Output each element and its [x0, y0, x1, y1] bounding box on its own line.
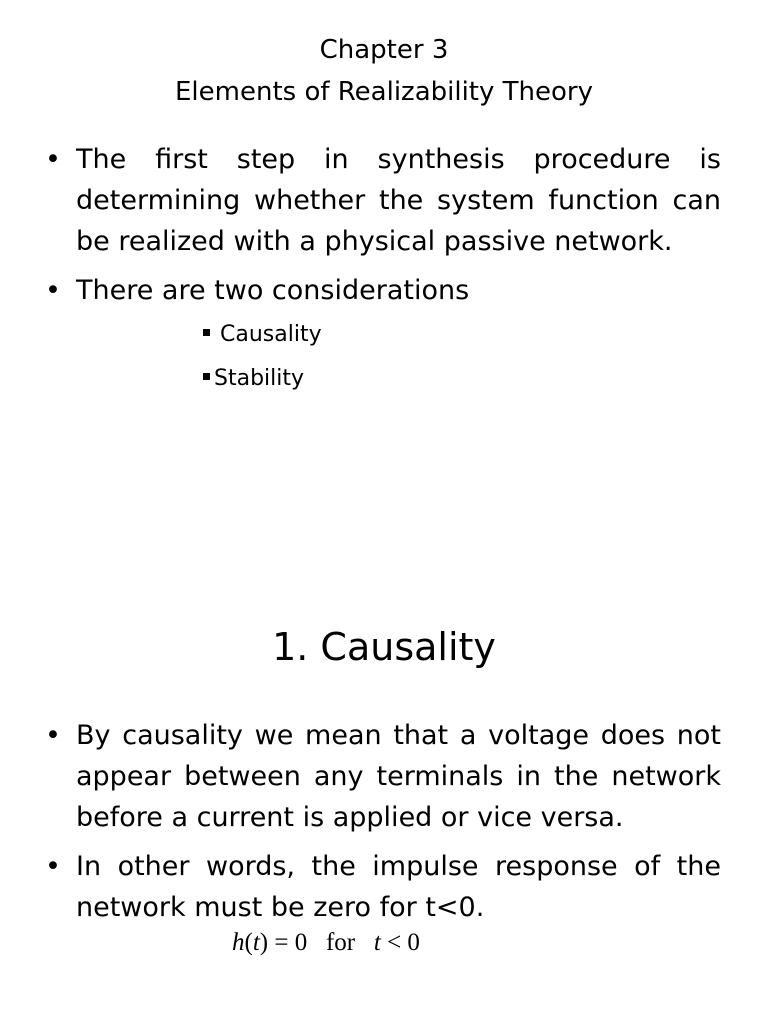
section-title: 1. Causality: [272, 625, 496, 669]
bullet-synthesis-step: [45, 139, 721, 262]
bullet-impulse-response: [45, 846, 721, 928]
bullet-marker: •: [45, 144, 61, 175]
bullet-considerations: [45, 270, 721, 311]
chapter-subtitle: Elements of Realizability Theory: [175, 77, 593, 107]
formula-variable: t: [373, 929, 381, 956]
square-bullet-icon: [203, 329, 210, 336]
bullet-marker: •: [45, 851, 61, 882]
chapter-title: Chapter 3: [319, 35, 449, 65]
causality-formula: [232, 928, 420, 958]
bullet-text: In other words, the impulse response of the network must be zero for t<0.: [76, 851, 721, 923]
formula-for-word: for: [325, 929, 356, 956]
formula-equals-zero: = 0: [268, 929, 326, 956]
bullet-causality-definition: [45, 715, 721, 838]
bullet-text: The first step in synthesis procedure is determining whether the system function can be realized with a physical passive network.: [76, 144, 721, 257]
sub-bullet-causality: [203, 321, 322, 349]
square-bullet-icon: [203, 373, 210, 380]
bullet-text: By causality we mean that a voltage does not appear between any terminals in the network before a current is applied or vice versa.: [76, 720, 721, 833]
formula-paren: (: [244, 929, 253, 956]
sub-bullet-stability: [203, 365, 304, 393]
sub-bullet-text: Causality: [220, 322, 322, 347]
formula-less-than-zero: < 0: [380, 929, 420, 956]
bullet-marker: •: [45, 275, 61, 306]
sub-bullet-text: Stability: [214, 366, 305, 391]
bullet-marker: •: [45, 720, 61, 751]
formula-variable: t: [252, 929, 260, 956]
formula-function: h: [232, 929, 245, 956]
formula-paren: ): [259, 929, 269, 956]
bullet-text: There are two considerations: [76, 275, 470, 306]
slide-2: [0, 512, 768, 1024]
